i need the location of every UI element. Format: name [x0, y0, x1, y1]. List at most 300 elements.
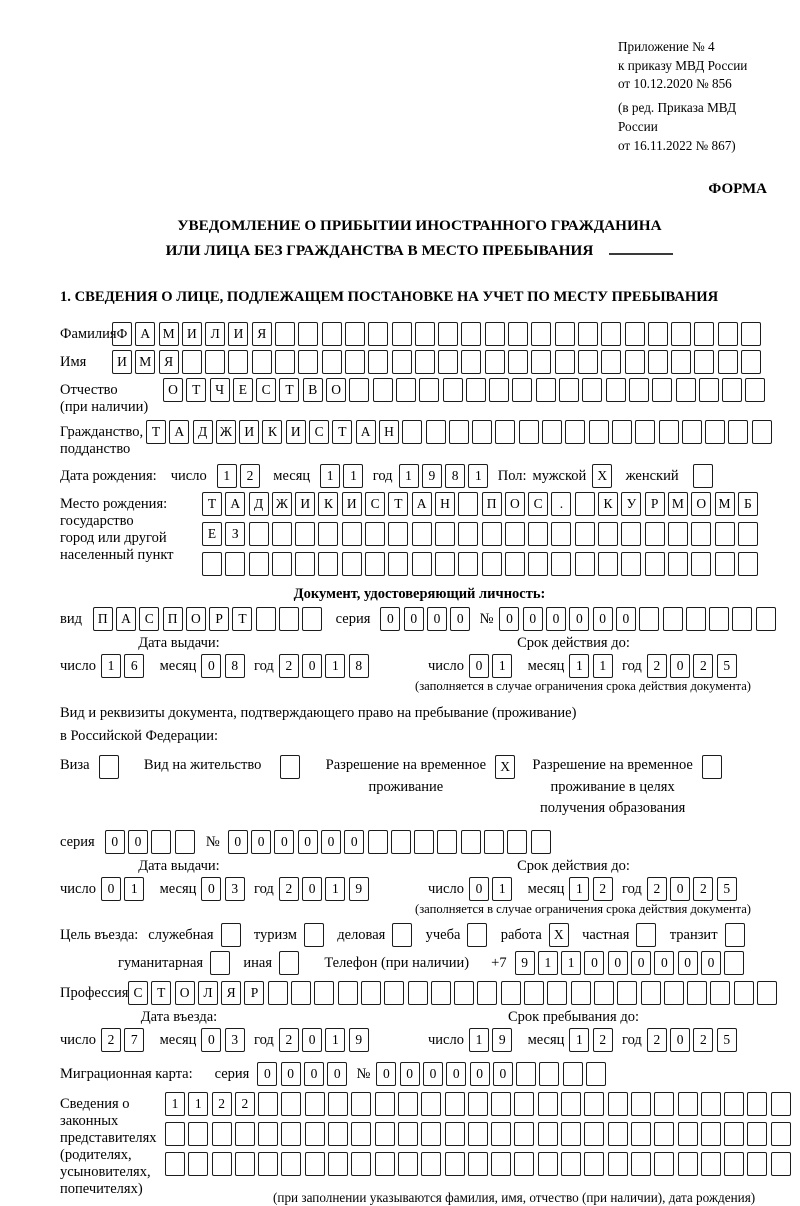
char-box[interactable]: 0	[101, 877, 121, 901]
char-box[interactable]: Р	[244, 981, 264, 1005]
char-box[interactable]: 0	[228, 830, 248, 854]
char-box[interactable]	[345, 322, 365, 346]
char-box[interactable]: 2	[101, 1028, 121, 1052]
char-box[interactable]	[421, 1152, 441, 1176]
char-box[interactable]	[578, 322, 598, 346]
char-box[interactable]	[514, 1122, 534, 1146]
char-box[interactable]	[589, 420, 609, 444]
char-box[interactable]	[771, 1152, 791, 1176]
char-box[interactable]	[368, 322, 388, 346]
char-box[interactable]: 3	[225, 1028, 245, 1052]
char-box[interactable]	[328, 1122, 348, 1146]
char-box[interactable]: Д	[193, 420, 213, 444]
char-box[interactable]	[391, 830, 411, 854]
char-box[interactable]	[631, 1152, 651, 1176]
char-box[interactable]	[571, 981, 591, 1005]
purpose-study-checkbox[interactable]	[467, 923, 487, 947]
char-box[interactable]: Т	[202, 492, 222, 516]
char-box[interactable]: 0	[546, 607, 566, 631]
char-box[interactable]	[722, 378, 742, 402]
char-box[interactable]	[631, 1092, 651, 1116]
char-box[interactable]	[491, 1152, 511, 1176]
char-box[interactable]: 1	[538, 951, 558, 975]
char-box[interactable]	[621, 552, 641, 576]
char-box[interactable]	[648, 322, 668, 346]
char-box[interactable]	[668, 552, 688, 576]
char-box[interactable]: 1	[492, 654, 512, 678]
char-box[interactable]: 1	[569, 877, 589, 901]
char-box[interactable]	[668, 522, 688, 546]
char-box[interactable]	[412, 522, 432, 546]
char-box[interactable]	[565, 420, 585, 444]
char-box[interactable]: Т	[146, 420, 166, 444]
char-box[interactable]	[342, 522, 362, 546]
char-box[interactable]: 0	[251, 830, 271, 854]
char-box[interactable]: 3	[225, 877, 245, 901]
char-box[interactable]	[524, 981, 544, 1005]
char-box[interactable]	[468, 1092, 488, 1116]
char-box[interactable]	[485, 322, 505, 346]
char-box[interactable]: 0	[128, 830, 148, 854]
char-box[interactable]	[318, 552, 338, 576]
char-box[interactable]	[235, 1122, 255, 1146]
char-box[interactable]: Т	[186, 378, 206, 402]
char-box[interactable]: И	[239, 420, 259, 444]
char-box[interactable]	[202, 552, 222, 576]
char-box[interactable]	[445, 1092, 465, 1116]
char-box[interactable]	[691, 522, 711, 546]
char-box[interactable]	[351, 1122, 371, 1146]
char-box[interactable]	[402, 420, 422, 444]
char-box[interactable]	[322, 350, 342, 374]
char-box[interactable]	[715, 522, 735, 546]
char-box[interactable]: 1	[569, 654, 589, 678]
char-box[interactable]	[752, 420, 772, 444]
char-box[interactable]: О	[691, 492, 711, 516]
char-box[interactable]	[747, 1092, 767, 1116]
char-box[interactable]: 0	[201, 1028, 221, 1052]
char-box[interactable]	[365, 522, 385, 546]
char-box[interactable]: Ф	[112, 322, 132, 346]
char-box[interactable]	[734, 981, 754, 1005]
char-box[interactable]	[676, 378, 696, 402]
char-box[interactable]	[495, 420, 515, 444]
char-box[interactable]	[678, 1092, 698, 1116]
purpose-other-checkbox[interactable]	[279, 951, 299, 975]
char-box[interactable]	[551, 552, 571, 576]
char-box[interactable]: 0	[569, 607, 589, 631]
char-box[interactable]: 8	[349, 654, 369, 678]
char-box[interactable]	[258, 1152, 278, 1176]
char-box[interactable]: 0	[427, 607, 447, 631]
char-box[interactable]	[305, 1152, 325, 1176]
char-box[interactable]	[601, 350, 621, 374]
char-box[interactable]: К	[598, 492, 618, 516]
char-box[interactable]	[249, 552, 269, 576]
char-box[interactable]: 1	[325, 654, 345, 678]
char-box[interactable]	[298, 322, 318, 346]
char-box[interactable]: 0	[274, 830, 294, 854]
char-box[interactable]: 2	[279, 654, 299, 678]
char-box[interactable]	[671, 322, 691, 346]
char-box[interactable]	[461, 830, 481, 854]
char-box[interactable]	[710, 981, 730, 1005]
char-box[interactable]	[701, 1152, 721, 1176]
char-box[interactable]: Я	[252, 322, 272, 346]
char-box[interactable]	[608, 1152, 628, 1176]
char-box[interactable]	[212, 1152, 232, 1176]
char-box[interactable]	[461, 350, 481, 374]
char-box[interactable]: 0	[654, 951, 674, 975]
char-box[interactable]: 0	[304, 1062, 324, 1086]
char-box[interactable]: С	[256, 378, 276, 402]
char-box[interactable]	[291, 981, 311, 1005]
char-box[interactable]: С	[128, 981, 148, 1005]
char-box[interactable]	[598, 552, 618, 576]
char-box[interactable]	[738, 552, 758, 576]
char-box[interactable]	[617, 981, 637, 1005]
char-box[interactable]	[375, 1152, 395, 1176]
char-box[interactable]	[512, 378, 532, 402]
char-box[interactable]: 0	[201, 654, 221, 678]
char-box[interactable]	[771, 1092, 791, 1116]
char-box[interactable]: С	[528, 492, 548, 516]
char-box[interactable]	[718, 322, 738, 346]
char-box[interactable]	[472, 420, 492, 444]
char-box[interactable]	[414, 830, 434, 854]
char-box[interactable]	[252, 350, 272, 374]
char-box[interactable]: 5	[717, 654, 737, 678]
char-box[interactable]: 2	[647, 877, 667, 901]
char-box[interactable]: 2	[693, 877, 713, 901]
char-box[interactable]	[275, 322, 295, 346]
char-box[interactable]: 2	[279, 1028, 299, 1052]
char-box[interactable]	[235, 1152, 255, 1176]
char-box[interactable]: 0	[400, 1062, 420, 1086]
char-box[interactable]	[375, 1092, 395, 1116]
char-box[interactable]	[561, 1092, 581, 1116]
female-checkbox[interactable]	[693, 464, 713, 488]
char-box[interactable]: 0	[470, 1062, 490, 1086]
temp-residence-checkbox[interactable]: X	[495, 755, 515, 779]
char-box[interactable]: А	[135, 322, 155, 346]
char-box[interactable]	[484, 830, 504, 854]
char-box[interactable]	[741, 350, 761, 374]
char-box[interactable]	[542, 420, 562, 444]
char-box[interactable]	[368, 830, 388, 854]
char-box[interactable]: 1	[492, 877, 512, 901]
char-box[interactable]	[375, 1122, 395, 1146]
char-box[interactable]: 2	[593, 1028, 613, 1052]
char-box[interactable]	[505, 522, 525, 546]
char-box[interactable]: А	[116, 607, 136, 631]
char-box[interactable]	[654, 1122, 674, 1146]
char-box[interactable]: С	[139, 607, 159, 631]
char-box[interactable]: 1	[468, 464, 488, 488]
char-box[interactable]: 0	[450, 607, 470, 631]
char-box[interactable]	[368, 350, 388, 374]
char-box[interactable]	[507, 830, 527, 854]
char-box[interactable]	[482, 552, 502, 576]
char-box[interactable]: 0	[469, 654, 489, 678]
char-box[interactable]	[435, 552, 455, 576]
char-box[interactable]	[724, 951, 744, 975]
char-box[interactable]	[678, 1152, 698, 1176]
char-box[interactable]	[258, 1092, 278, 1116]
char-box[interactable]	[608, 1122, 628, 1146]
char-box[interactable]	[598, 522, 618, 546]
char-box[interactable]: 1	[101, 654, 121, 678]
char-box[interactable]	[249, 522, 269, 546]
char-box[interactable]: З	[225, 522, 245, 546]
char-box[interactable]: 0	[302, 877, 322, 901]
char-box[interactable]	[538, 1122, 558, 1146]
char-box[interactable]	[705, 420, 725, 444]
char-box[interactable]	[482, 522, 502, 546]
char-box[interactable]	[659, 420, 679, 444]
char-box[interactable]	[388, 522, 408, 546]
purpose-humanitarian-checkbox[interactable]	[210, 951, 230, 975]
char-box[interactable]: 1	[399, 464, 419, 488]
char-box[interactable]	[421, 1092, 441, 1116]
char-box[interactable]	[398, 1152, 418, 1176]
char-box[interactable]	[629, 378, 649, 402]
char-box[interactable]	[165, 1122, 185, 1146]
char-box[interactable]: М	[668, 492, 688, 516]
char-box[interactable]	[555, 350, 575, 374]
char-box[interactable]	[268, 981, 288, 1005]
char-box[interactable]	[663, 607, 683, 631]
char-box[interactable]	[601, 322, 621, 346]
char-box[interactable]	[606, 378, 626, 402]
purpose-business-checkbox[interactable]	[392, 923, 412, 947]
char-box[interactable]: 1	[124, 877, 144, 901]
char-box[interactable]	[275, 350, 295, 374]
char-box[interactable]	[258, 1122, 278, 1146]
char-box[interactable]: А	[356, 420, 376, 444]
char-box[interactable]: Ж	[216, 420, 236, 444]
char-box[interactable]: 2	[235, 1092, 255, 1116]
char-box[interactable]: 0	[380, 607, 400, 631]
char-box[interactable]: 0	[584, 951, 604, 975]
char-box[interactable]	[559, 378, 579, 402]
char-box[interactable]: Л	[205, 322, 225, 346]
char-box[interactable]: В	[303, 378, 323, 402]
char-box[interactable]	[682, 420, 702, 444]
char-box[interactable]	[745, 378, 765, 402]
char-box[interactable]: 2	[593, 877, 613, 901]
char-box[interactable]: 0	[670, 877, 690, 901]
char-box[interactable]: 0	[608, 951, 628, 975]
char-box[interactable]	[501, 981, 521, 1005]
char-box[interactable]: 0	[302, 654, 322, 678]
char-box[interactable]	[757, 981, 777, 1005]
char-box[interactable]: М	[135, 350, 155, 374]
char-box[interactable]	[641, 981, 661, 1005]
char-box[interactable]	[295, 522, 315, 546]
char-box[interactable]	[458, 552, 478, 576]
male-checkbox[interactable]: X	[592, 464, 612, 488]
char-box[interactable]	[701, 1122, 721, 1146]
char-box[interactable]	[412, 552, 432, 576]
char-box[interactable]	[732, 607, 752, 631]
char-box[interactable]: Я	[221, 981, 241, 1005]
char-box[interactable]: 2	[693, 654, 713, 678]
char-box[interactable]	[188, 1152, 208, 1176]
char-box[interactable]	[563, 1062, 583, 1086]
char-box[interactable]	[635, 420, 655, 444]
char-box[interactable]	[365, 552, 385, 576]
char-box[interactable]	[738, 522, 758, 546]
char-box[interactable]	[256, 607, 276, 631]
char-box[interactable]: 1	[469, 1028, 489, 1052]
char-box[interactable]	[771, 1122, 791, 1146]
char-box[interactable]: И	[182, 322, 202, 346]
char-box[interactable]	[584, 1092, 604, 1116]
char-box[interactable]: Ж	[272, 492, 292, 516]
char-box[interactable]	[458, 522, 478, 546]
char-box[interactable]: Б	[738, 492, 758, 516]
char-box[interactable]	[631, 1122, 651, 1146]
char-box[interactable]	[578, 350, 598, 374]
char-box[interactable]: К	[262, 420, 282, 444]
char-box[interactable]	[302, 607, 322, 631]
char-box[interactable]: Р	[209, 607, 229, 631]
char-box[interactable]	[477, 981, 497, 1005]
char-box[interactable]: А	[225, 492, 245, 516]
purpose-tourism-checkbox[interactable]	[304, 923, 324, 947]
char-box[interactable]	[225, 552, 245, 576]
char-box[interactable]	[322, 322, 342, 346]
char-box[interactable]: 0	[523, 607, 543, 631]
char-box[interactable]	[392, 322, 412, 346]
char-box[interactable]: 0	[298, 830, 318, 854]
char-box[interactable]: 9	[492, 1028, 512, 1052]
char-box[interactable]: 2	[647, 1028, 667, 1052]
char-box[interactable]	[551, 522, 571, 546]
char-box[interactable]: 1	[343, 464, 363, 488]
char-box[interactable]	[709, 607, 729, 631]
char-box[interactable]: П	[93, 607, 113, 631]
char-box[interactable]: Н	[379, 420, 399, 444]
char-box[interactable]	[165, 1152, 185, 1176]
char-box[interactable]	[555, 322, 575, 346]
char-box[interactable]: 1	[188, 1092, 208, 1116]
char-box[interactable]	[584, 1152, 604, 1176]
char-box[interactable]: 0	[446, 1062, 466, 1086]
char-box[interactable]: 0	[499, 607, 519, 631]
char-box[interactable]	[686, 607, 706, 631]
char-box[interactable]	[575, 492, 595, 516]
char-box[interactable]	[461, 322, 481, 346]
char-box[interactable]	[345, 350, 365, 374]
char-box[interactable]	[279, 607, 299, 631]
char-box[interactable]: 5	[717, 1028, 737, 1052]
char-box[interactable]: 9	[349, 877, 369, 901]
char-box[interactable]: 2	[240, 464, 260, 488]
char-box[interactable]	[654, 1092, 674, 1116]
char-box[interactable]	[205, 350, 225, 374]
char-box[interactable]	[272, 522, 292, 546]
char-box[interactable]: 1	[320, 464, 340, 488]
char-box[interactable]: 1	[593, 654, 613, 678]
char-box[interactable]: 2	[212, 1092, 232, 1116]
char-box[interactable]: П	[163, 607, 183, 631]
char-box[interactable]: .	[551, 492, 571, 516]
char-box[interactable]	[594, 981, 614, 1005]
char-box[interactable]: Л	[198, 981, 218, 1005]
char-box[interactable]	[508, 322, 528, 346]
char-box[interactable]	[468, 1152, 488, 1176]
char-box[interactable]	[281, 1122, 301, 1146]
char-box[interactable]	[466, 378, 486, 402]
char-box[interactable]	[443, 378, 463, 402]
char-box[interactable]: 0	[423, 1062, 443, 1086]
char-box[interactable]: 1	[325, 1028, 345, 1052]
char-box[interactable]	[724, 1152, 744, 1176]
char-box[interactable]	[468, 1122, 488, 1146]
char-box[interactable]	[514, 1152, 534, 1176]
char-box[interactable]: М	[159, 322, 179, 346]
char-box[interactable]: 0	[616, 607, 636, 631]
char-box[interactable]: Н	[435, 492, 455, 516]
char-box[interactable]	[718, 350, 738, 374]
char-box[interactable]: С	[309, 420, 329, 444]
char-box[interactable]: С	[365, 492, 385, 516]
char-box[interactable]	[396, 378, 416, 402]
char-box[interactable]	[645, 522, 665, 546]
char-box[interactable]	[528, 522, 548, 546]
char-box[interactable]	[445, 1122, 465, 1146]
char-box[interactable]	[691, 552, 711, 576]
char-box[interactable]	[724, 1092, 744, 1116]
char-box[interactable]	[318, 522, 338, 546]
purpose-official-checkbox[interactable]	[221, 923, 241, 947]
char-box[interactable]: Е	[202, 522, 222, 546]
char-box[interactable]	[328, 1152, 348, 1176]
visa-checkbox[interactable]	[99, 755, 119, 779]
char-box[interactable]	[454, 981, 474, 1005]
char-box[interactable]: 2	[279, 877, 299, 901]
char-box[interactable]	[445, 1152, 465, 1176]
char-box[interactable]	[648, 350, 668, 374]
char-box[interactable]: Ч	[210, 378, 230, 402]
char-box[interactable]: Е	[233, 378, 253, 402]
char-box[interactable]	[531, 350, 551, 374]
char-box[interactable]	[514, 1092, 534, 1116]
char-box[interactable]: К	[318, 492, 338, 516]
char-box[interactable]	[687, 981, 707, 1005]
char-box[interactable]	[652, 378, 672, 402]
char-box[interactable]	[531, 322, 551, 346]
char-box[interactable]: 0	[701, 951, 721, 975]
char-box[interactable]: 0	[493, 1062, 513, 1086]
char-box[interactable]	[608, 1092, 628, 1116]
char-box[interactable]	[384, 981, 404, 1005]
char-box[interactable]: У	[621, 492, 641, 516]
char-box[interactable]	[724, 1122, 744, 1146]
char-box[interactable]	[228, 350, 248, 374]
char-box[interactable]	[625, 350, 645, 374]
char-box[interactable]	[398, 1122, 418, 1146]
char-box[interactable]	[281, 1152, 301, 1176]
char-box[interactable]: 0	[201, 877, 221, 901]
char-box[interactable]	[392, 350, 412, 374]
char-box[interactable]	[715, 552, 735, 576]
char-box[interactable]	[388, 552, 408, 576]
char-box[interactable]	[741, 322, 761, 346]
char-box[interactable]	[586, 1062, 606, 1086]
